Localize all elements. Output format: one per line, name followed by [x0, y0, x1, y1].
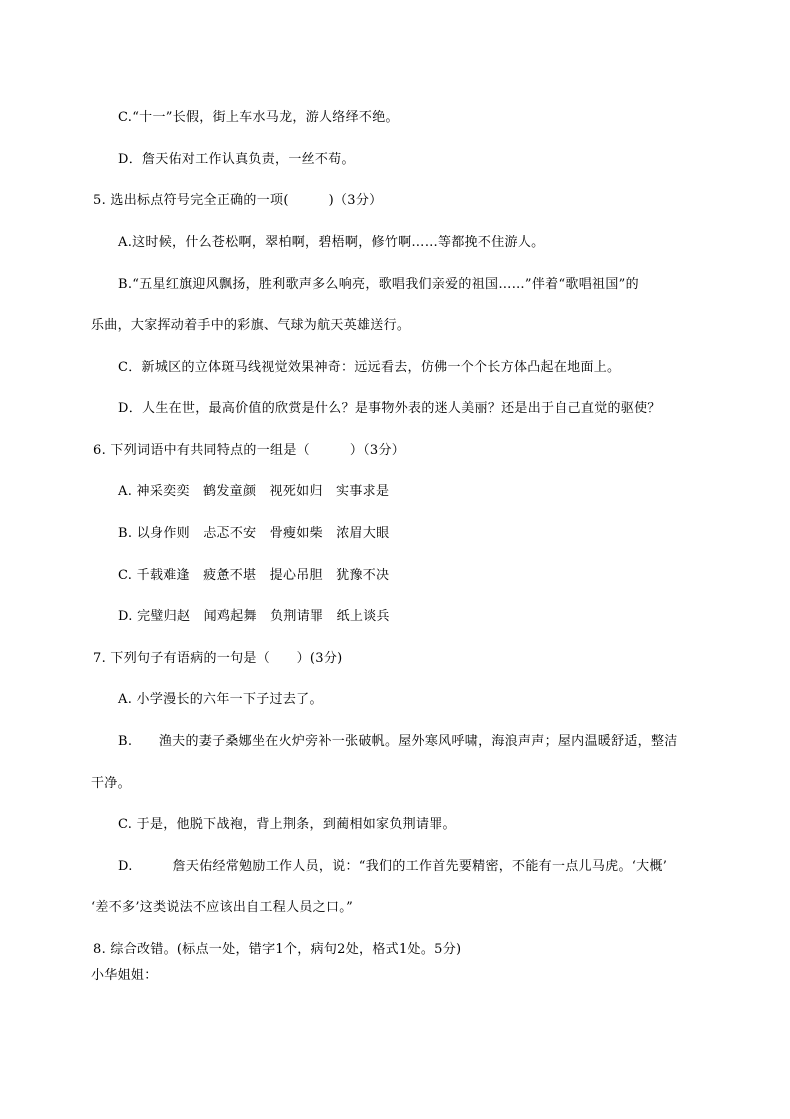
q8-stem: 8. 综合改错。(标点一处，错字1个，病句2处，格式1处。5分)	[93, 942, 462, 957]
q5-option-c: C．新城区的立体斑马线视觉效果神奇：远远看去，仿佛一个个长方体凸起在地面上。	[118, 360, 621, 375]
q7-option-d-line2: ‘差不多’这类说法不应该出自工程人员之口。”	[91, 900, 354, 915]
q5-stem: 5. 选出标点符号完全正确的一项( )（3分）	[93, 193, 383, 208]
q7-stem: 7. 下列句子有语病的一句是（ ）(3分)	[93, 651, 343, 666]
q5-option-d: D．人生在世，最高价值的欣赏是什么？是事物外表的迷人美丽？还是出于自己直觉的驱使？	[118, 401, 661, 416]
q8-salutation: 小华姐姐：	[91, 968, 158, 983]
q6-option-d: D. 完璧归赵 闻鸡起舞 负荆请罪 纸上谈兵	[118, 609, 390, 624]
q7-option-c: C. 于是，他脱下战袍，背上荆条，到蔺相如家负荆请罪。	[118, 817, 456, 832]
q4-option-d: D．詹天佑对工作认真负责，一丝不苟。	[118, 152, 355, 167]
q5-option-a: A.这时候，什么苍松啊，翠柏啊，碧梧啊，修竹啊……等都挽不住游人。	[118, 235, 545, 250]
q7-option-a: A. 小学漫长的六年一下子过去了。	[118, 692, 323, 707]
q6-option-c: C. 千载难逢 疲惫不堪 提心吊胆 犹豫不决	[118, 568, 390, 583]
q5-option-b-line1: B.“五星红旗迎风飘扬，胜利歌声多么响亮，歌唱我们亲爱的祖国……”伴着“歌唱祖国”的	[118, 277, 639, 292]
q5-option-b-line2: 乐曲，大家挥动着手中的彩旗、气球为航天英雄送行。	[91, 318, 411, 333]
q6-stem: 6. 下列词语中有共同特点的一组是（ ）（3分）	[93, 443, 406, 458]
q6-option-b: B. 以身作则 忐忑不安 骨瘦如柴 浓眉大眼	[118, 526, 390, 541]
q4-option-c: C.“十一”长假，街上车水马龙，游人络绎不绝。	[118, 110, 399, 125]
q7-option-b-line2: 干净。	[91, 776, 131, 791]
q7-option-b-line1: B. 渔夫的妻子桑娜坐在火炉旁补一张破帆。屋外寒风呼啸，海浪声声；屋内温暖舒适，整洁	[118, 734, 678, 749]
q7-option-d-line1: D. 詹天佑经常勉励工作人员，说：“我们的工作首先要精密，不能有一点儿马虎。‘大概’	[118, 859, 668, 874]
q6-option-a: A. 神采奕奕 鹤发童颜 视死如归 实事求是	[118, 484, 390, 499]
